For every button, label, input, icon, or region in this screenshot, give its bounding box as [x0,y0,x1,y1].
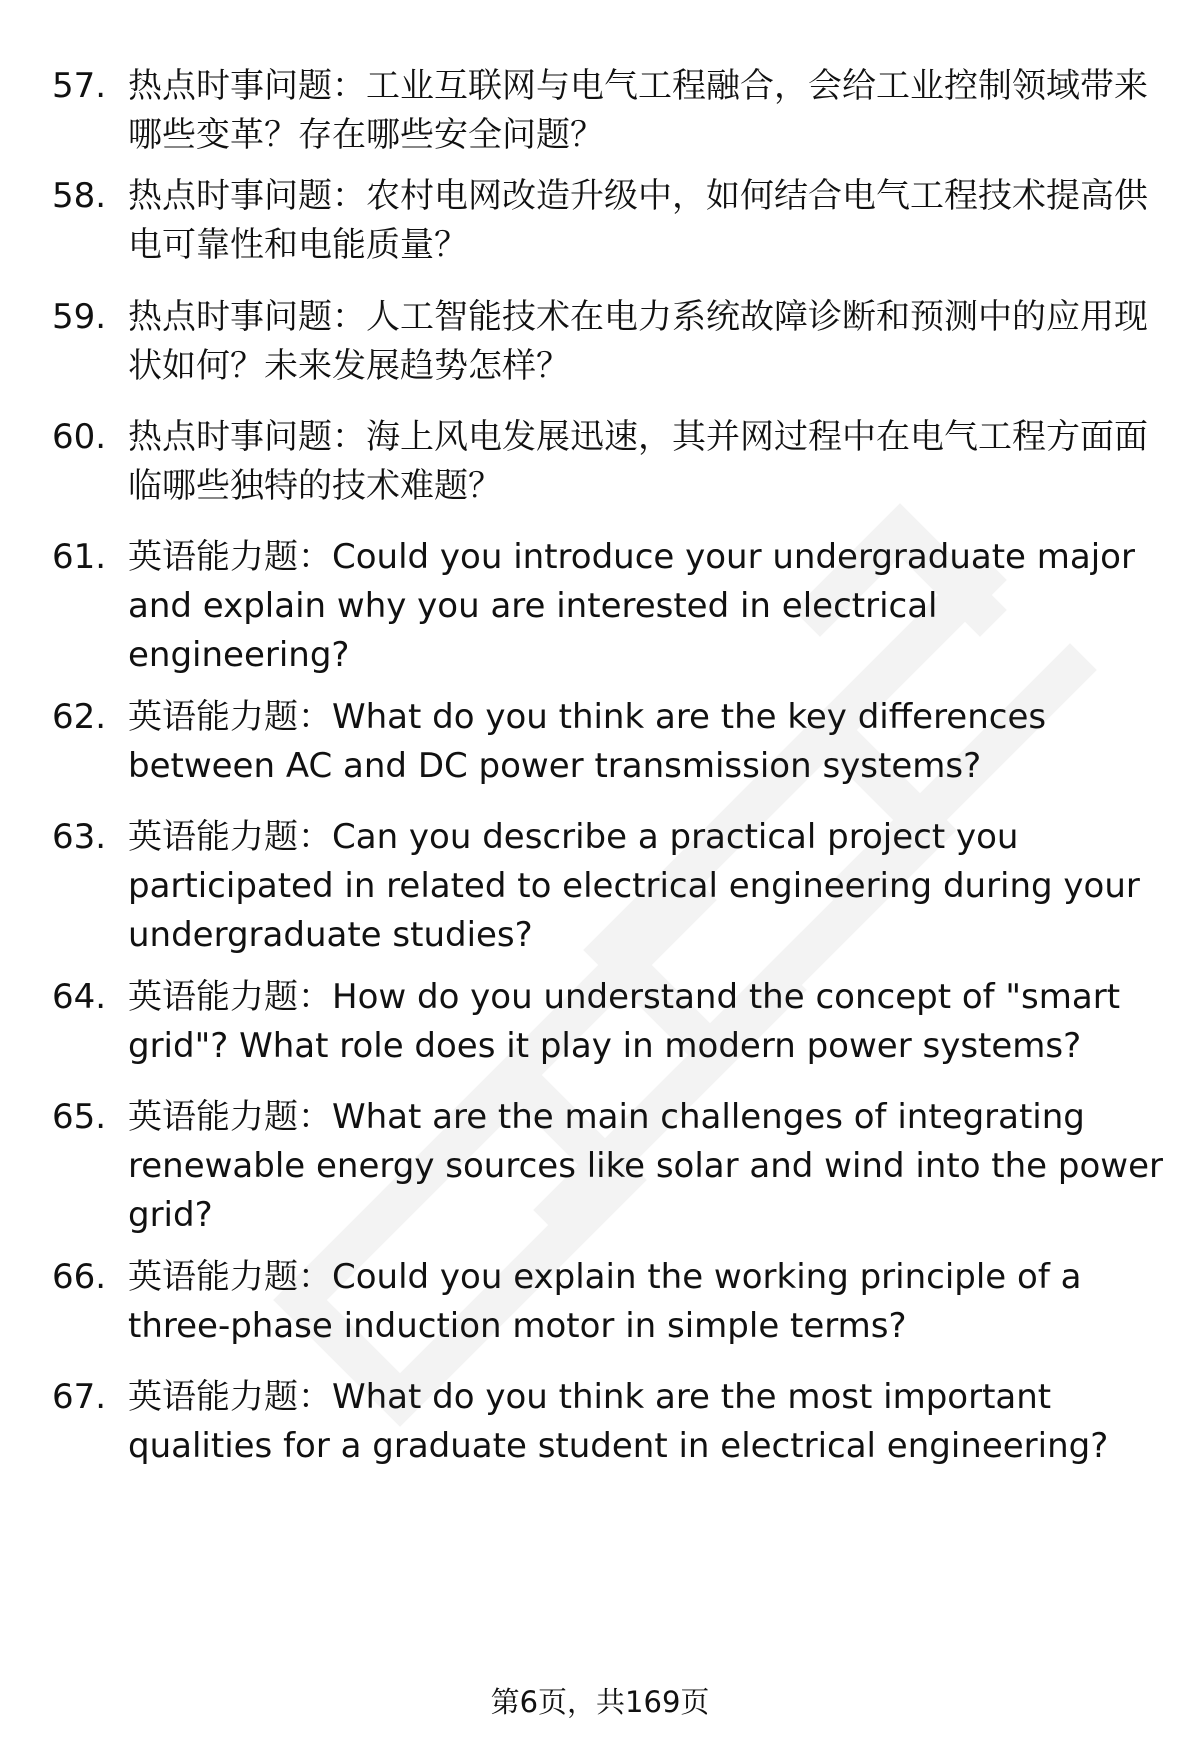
question-number: 61. [52,537,107,577]
question-number: 59. [52,297,107,337]
question-text: 英语能力题：What are the main challenges of integrating renewable energy sources like solar and wind into the power grid? [128,1097,1163,1235]
question-text: 英语能力题：Could you explain the working principle of a three-phase induction motor in simple terms? [128,1257,1082,1346]
question-number: 65. [52,1097,107,1137]
question-text: 热点时事问题：工业互联网与电气工程融合，会给工业控制领域带来哪些变革？存在哪些安全问题？ [128,66,1148,155]
question-text: 热点时事问题：海上风电发展迅速，其并网过程中在电气工程方面面临哪些独特的技术难题？ [128,417,1148,506]
page-number-footer: 第6页，共169页 [490,1685,710,1719]
question-number: 63. [52,817,107,857]
question-text: 英语能力题：Could you introduce your undergraduate major and explain why you are interested in electrical engineering? [128,537,1135,675]
question-text: 英语能力题：How do you understand the concept of "smart grid"? What role does it play in modern power systems? [128,977,1121,1066]
question-number: 67. [52,1377,107,1417]
question-number: 60. [52,417,107,457]
question-text: 英语能力题：What do you think are the key differences between AC and DC power transmission systems? [128,697,1047,786]
question-text: 热点时事问题：农村电网改造升级中，如何结合电气工程技术提高供电可靠性和电能质量？ [128,176,1148,265]
question-number: 58. [52,176,107,216]
question-text: 英语能力题：What do you think are the most important qualities for a graduate student in electrical engineering? [128,1377,1109,1466]
question-text: 英语能力题：Can you describe a practical project you participated in related to electrical engineering during your undergraduate studies? [128,817,1140,955]
question-text: 热点时事问题：人工智能技术在电力系统故障诊断和预测中的应用现状如何？未来发展趋势怎样？ [128,297,1148,386]
question-number: 66. [52,1257,107,1297]
question-number: 62. [52,697,107,737]
question-number: 57. [52,66,107,106]
question-number: 64. [52,977,107,1017]
